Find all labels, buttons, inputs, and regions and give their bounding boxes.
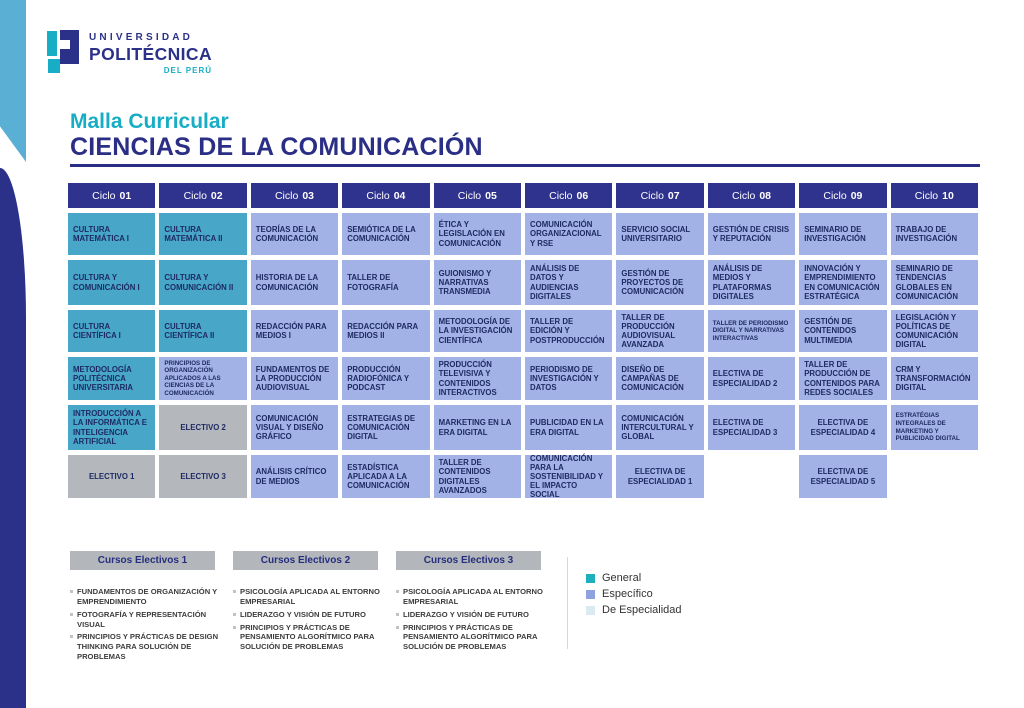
logo-mark-teal-bar [47,31,57,56]
course-cell: ELECTIVA DE ESPECIALIDAD 5 [799,455,886,498]
legend-item [586,572,682,584]
cycle-header-number: 07 [667,189,680,202]
elective-item [70,610,230,630]
elective-item-label: PSICOLOGÍA APLICADA AL ENTORNO EMPRESARIAL [240,587,380,606]
legend-label: General [602,572,642,584]
cycle-header-number: 02 [210,189,223,202]
title-underline [70,164,980,167]
university-logo-text [89,30,212,75]
cycle-column-05 [434,183,521,498]
course-cell: DISEÑO DE CAMPAÑAS DE COMUNICACIÓN [616,357,703,400]
elective-group-3 [396,551,559,665]
course-cell: ELECTIVA DE ESPECIALIDAD 2 [708,357,795,400]
cycle-header-label: Ciclo [731,189,756,202]
course-cell: MARKETING EN LA ERA DIGITAL [434,405,521,450]
bullet-icon [396,590,399,593]
curriculum-grid [68,183,978,498]
cycle-column-07 [616,183,703,498]
course-cell: PUBLICIDAD EN LA ERA DIGITAL [525,405,612,450]
elective-item-label: FOTOGRAFÍA Y REPRESENTACIÓN VISUAL [77,609,207,629]
course-cell: ÉTICA Y LEGISLACIÓN EN COMUNICACIÓN [434,213,521,255]
cycle-column-01 [68,183,155,498]
cycle-header-09 [799,183,886,208]
cycle-header-number: 01 [119,189,132,202]
course-cell: ELECTIVA DE ESPECIALIDAD 4 [799,405,886,450]
electives-section [70,551,682,665]
elective-item-label: PRINCIPIOS Y PRÁCTICAS DE PENSAMIENTO ALGORÍTMICO PARA SOLUCIÓN DE PROBLEMAS [240,622,375,652]
cycle-column-08 [708,183,795,498]
course-cell: COMUNICACIÓN PARA LA SOSTENIBILIDAD Y EL IMPACTO SOCIAL [525,455,612,498]
elective-group-title: Cursos Electivos 1 [70,551,215,570]
course-cell: CULTURA Y COMUNICACIÓN II [159,260,246,305]
bullet-icon [70,590,73,593]
course-cell: GESTIÓN DE CRISIS Y REPUTACIÓN [708,213,795,255]
left-edge-lightblue-shape [0,0,26,162]
cycle-header-label: Ciclo [92,189,116,202]
course-cell: ELECTIVO 1 [68,455,155,498]
legend-swatch-icon [586,574,595,583]
course-cell: REDACCIÓN PARA MEDIOS I [251,310,338,352]
course-cell: CULTURA CIENTÍFICA I [68,310,155,352]
course-cell: SEMIÓTICA DE LA COMUNICACIÓN [342,213,429,255]
cycle-header-label: Ciclo [366,189,390,202]
empty-cell [891,455,978,498]
cycle-column-02 [159,183,246,498]
course-cell: ANÁLISIS DE DATOS Y AUDIENCIAS DIGITALES [525,260,612,305]
course-cell: TALLER DE CONTENIDOS DIGITALES AVANZADOS [434,455,521,498]
course-cell: PRODUCCIÓN TELEVISIVA Y CONTENIDOS INTERACTIVOS [434,357,521,400]
course-cell: PRINCIPIOS DE ORGANIZACIÓN APLICADOS A LAS CIENCIAS DE LA COMUNICACIÓN [159,357,246,400]
cycle-header-number: 03 [302,189,314,202]
course-cell: ELECTIVA DE ESPECIALIDAD 3 [708,405,795,450]
cycle-header-10 [891,183,978,208]
cycle-header-08 [708,183,795,208]
legend-label: De Especialidad [602,604,682,616]
course-cell: PRODUCCIÓN RADIOFÓNICA Y PODCAST [342,357,429,400]
bullet-icon [233,590,236,593]
course-cell: COMUNICACIÓN VISUAL Y DISEÑO GRÁFICO [251,405,338,450]
legend-item [586,588,682,600]
elective-item [70,632,230,662]
cycle-column-03 [251,183,338,498]
course-cell: PERIODISMO DE INVESTIGACIÓN Y DATOS [525,357,612,400]
legend-item [586,604,682,616]
cycle-column-06 [525,183,612,498]
legend-label: Específico [602,588,653,600]
course-cell: ELECTIVO 3 [159,455,246,498]
elective-group-title: Cursos Electivos 3 [396,551,541,570]
course-cell: ELECTIVO 2 [159,405,246,450]
cycle-header-number: 05 [485,189,497,202]
course-cell: CRM Y TRANSFORMACIÓN DIGITAL [891,357,978,400]
bullet-icon [70,613,73,616]
cycle-header-label: Ciclo [823,189,847,202]
course-cell: FUNDAMENTOS DE LA PRODUCCIÓN AUDIOVISUAL [251,357,338,400]
course-cell: CULTURA MATEMÁTICA I [68,213,155,255]
university-logo [47,30,212,75]
cycle-header-number: 08 [759,189,771,202]
course-cell: TALLER DE FOTOGRAFÍA [342,260,429,305]
cycle-header-label: Ciclo [457,189,482,202]
elective-item-label: LIDERAZGO Y VISIÓN DE FUTURO [403,609,529,619]
elective-group-2 [233,551,396,665]
course-cell: ANÁLISIS DE MEDIOS Y PLATAFORMAS DIGITALES [708,260,795,305]
empty-cell [708,455,795,498]
elective-item [396,610,556,620]
course-cell: TALLER DE EDICIÓN Y POSTPRODUCCIÓN [525,310,612,352]
bullet-icon [396,626,399,629]
course-cell: ESTRATÉGIAS INTEGRALES DE MARKETING Y PUBLICIDAD DIGITAL [891,405,978,450]
logo-mark-navy-right [70,30,79,64]
course-cell: COMUNICACIÓN ORGANIZACIONAL Y RSE [525,213,612,255]
cycle-header-number: 09 [850,189,863,202]
elective-group-1 [70,551,233,665]
course-cell: ESTRATEGIAS DE COMUNICACIÓN DIGITAL [342,405,429,450]
bullet-icon [233,626,236,629]
page-subtitle: Malla Curricular [70,110,229,133]
course-cell: ESTADÍSTICA APLICADA A LA COMUNICACIÓN [342,455,429,498]
course-cell: SEMINARIO DE INVESTIGACIÓN [799,213,886,255]
course-cell: TALLER DE PRODUCCIÓN AUDIOVISUAL AVANZADA [616,310,703,352]
legend [586,572,682,620]
legend-swatch-icon [586,590,595,599]
cycle-header-label: Ciclo [914,189,939,202]
course-cell: TALLER DE PERIODISMO DIGITAL Y NARRATIVAS INTERACTIVAS [708,310,795,352]
elective-item [233,587,393,607]
cycle-header-label: Ciclo [183,189,207,202]
elective-groups [70,551,559,665]
course-cell: CULTURA Y COMUNICACIÓN I [68,260,155,305]
course-cell: TEORÍAS DE LA COMUNICACIÓN [251,213,338,255]
course-cell: ANÁLISIS CRÍTICO DE MEDIOS [251,455,338,498]
logo-del-peru: DEL PERÚ [163,66,213,75]
cycle-header-number: 06 [576,189,589,202]
cycle-header-label: Ciclo [549,189,573,202]
logo-mark-teal-square [48,59,60,73]
legend-swatch-icon [586,606,595,615]
bullet-icon [396,613,399,616]
course-cell: SERVICIO SOCIAL UNIVERSITARIO [616,213,703,255]
page-title: CIENCIAS DE LA COMUNICACIÓN [70,133,483,161]
course-cell: COMUNICACIÓN INTERCULTURAL Y GLOBAL [616,405,703,450]
cycle-header-04 [342,183,429,208]
cycle-header-05 [434,183,521,208]
elective-item-label: LIDERAZGO Y VISIÓN DE FUTURO [240,609,366,619]
cycle-column-10 [891,183,978,498]
elective-item-label: FUNDAMENTOS DE ORGANIZACIÓN Y EMPRENDIMIENTO [77,587,218,606]
course-cell: GUIONISMO Y NARRATIVAS TRANSMEDIA [434,260,521,305]
logo-politecnica: POLITÉCNICA [89,44,213,64]
elective-item [233,610,393,620]
cycle-header-label: Ciclo [274,189,299,202]
university-logo-icon [47,30,80,74]
left-edge-navy-shape [0,168,26,708]
elective-item [233,623,393,653]
cycle-header-number: 10 [942,189,954,202]
elective-item-label: PRINCIPIOS Y PRÁCTICAS DE DESIGN THINKING PARA SOLUCIÓN DE PROBLEMAS [77,632,219,662]
course-cell: TRABAJO DE INVESTIGACIÓN [891,213,978,255]
elective-item-label: PSICOLOGÍA APLICADA AL ENTORNO EMPRESARIAL [403,587,543,606]
bullet-icon [233,613,236,616]
course-cell: TALLER DE PRODUCCIÓN DE CONTENIDOS PARA REDES SOCIALES [799,357,886,400]
course-cell: HISTORIA DE LA COMUNICACIÓN [251,260,338,305]
cycle-header-06 [525,183,612,208]
cycle-header-02 [159,183,246,208]
cycle-header-07 [616,183,703,208]
course-cell: ELECTIVA DE ESPECIALIDAD 1 [616,455,703,498]
course-cell: CULTURA CIENTÍFICA II [159,310,246,352]
elective-item [396,587,556,607]
legend-divider [567,557,568,649]
logo-universidad: UNIVERSIDAD [89,32,194,43]
elective-item [396,623,556,653]
elective-item-label: PRINCIPIOS Y PRÁCTICAS DE PENSAMIENTO ALGORÍTMICO PARA SOLUCIÓN DE PROBLEMAS [403,622,538,652]
elective-group-title: Cursos Electivos 2 [233,551,378,570]
bullet-icon [70,635,73,638]
course-cell: GESTIÓN DE CONTENIDOS MULTIMEDIA [799,310,886,352]
cycle-header-label: Ciclo [640,189,664,202]
cycle-header-number: 04 [393,189,406,202]
course-cell: INNOVACIÓN Y EMPRENDIMIENTO EN COMUNICACIÓN ESTRATÉGICA [799,260,886,305]
cycle-column-09 [799,183,886,498]
logo-mark-navy-mid [60,49,70,64]
cycle-header-01 [68,183,155,208]
course-cell: METODOLOGÍA DE LA INVESTIGACIÓN CIENTÍFICA [434,310,521,352]
cycle-header-03 [251,183,338,208]
course-cell: GESTIÓN DE PROYECTOS DE COMUNICACIÓN [616,260,703,305]
course-cell: CULTURA MATEMÁTICA II [159,213,246,255]
course-cell: LEGISLACIÓN Y POLÍTICAS DE COMUNICACIÓN DIGITAL [891,310,978,352]
elective-item [70,587,230,607]
course-cell: INTRODUCCIÓN A LA INFORMÁTICA E INTELIGENCIA ARTIFICIAL [68,405,155,450]
course-cell: METODOLOGÍA POLITÉCNICA UNIVERSITARIA [68,357,155,400]
cycle-column-04 [342,183,429,498]
course-cell: SEMINARIO DE TENDENCIAS GLOBALES EN COMUNICACIÓN [891,260,978,305]
course-cell: REDACCIÓN PARA MEDIOS II [342,310,429,352]
